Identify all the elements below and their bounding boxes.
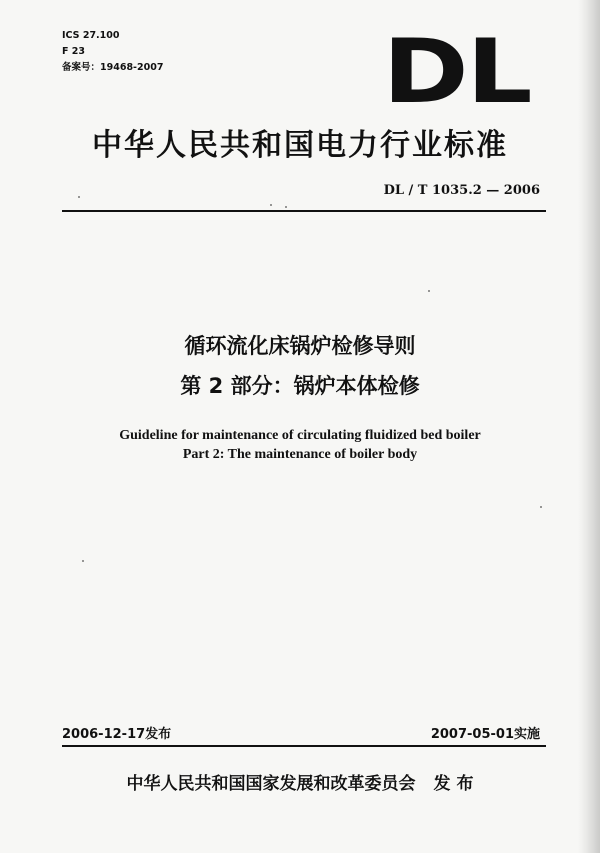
english-title-line1: Guideline for maintenance of circulating fluidized bed boiler	[119, 428, 481, 443]
issue-date: 2006-12-17发布	[62, 727, 172, 742]
implementation-date: 2007-05-01实施	[430, 727, 540, 742]
scan-speck	[285, 206, 287, 208]
scan-speck	[270, 204, 272, 206]
english-title-line2: Part 2: The maintenance of boiler body	[182, 447, 418, 462]
top-rule	[62, 210, 546, 212]
ccs-code: F 23	[62, 46, 86, 57]
dl-logo: DL	[382, 20, 530, 123]
classification-block	[62, 28, 163, 76]
scan-speck	[82, 560, 84, 562]
scan-speck	[78, 196, 80, 198]
scan-speck	[428, 290, 430, 292]
issuing-authority	[0, 769, 600, 794]
issue-label: 发 布	[433, 774, 474, 794]
record-number: 备案号：19468-2007	[62, 62, 164, 73]
ics-code: ICS 27.100	[62, 30, 120, 41]
chinese-title-line2: 第 2 部分：锅炉本体检修	[180, 374, 420, 398]
standard-category-title: 中华人民共和国电力行业标准	[92, 128, 508, 163]
scan-speck	[540, 506, 542, 508]
issuer-name: 中华人民共和国国家发展和改革委员会	[126, 774, 416, 794]
chinese-title-line1: 循环流化床锅炉检修导则	[184, 334, 416, 358]
bottom-rule	[62, 745, 546, 747]
standard-code: DL / T 1035.2 — 2006	[383, 183, 540, 198]
